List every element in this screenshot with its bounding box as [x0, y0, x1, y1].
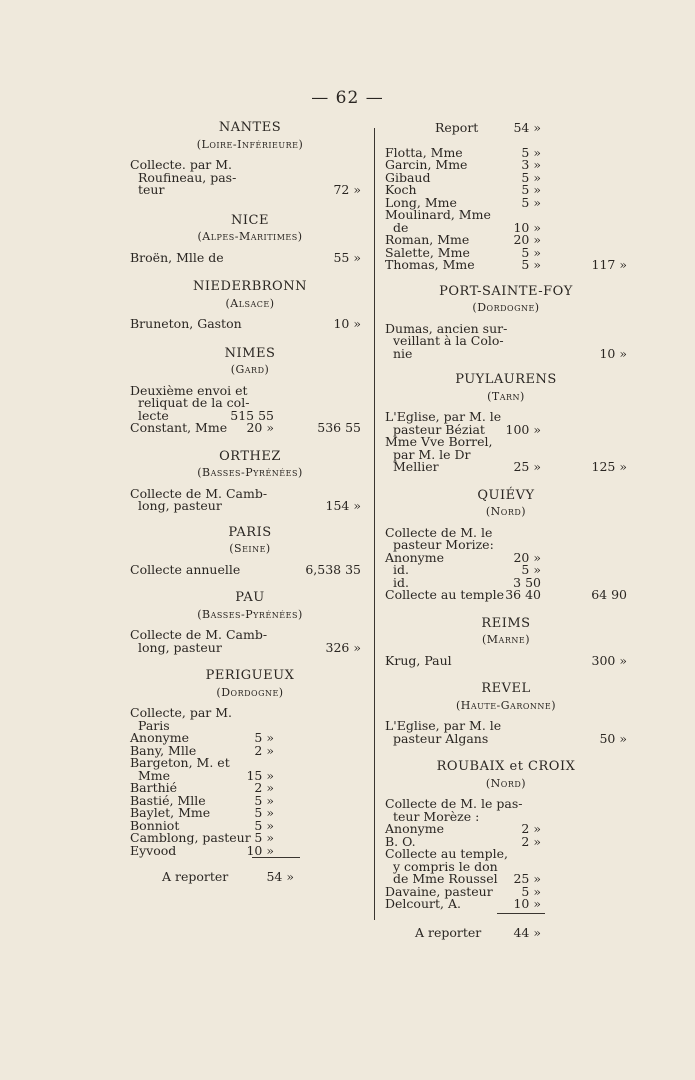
entry-label: id. — [393, 574, 409, 590]
entry-amount: 5 » — [254, 805, 274, 820]
entry-label: Camblong, pasteur — [130, 830, 251, 845]
entry-label: Collecte de M. Camb- — [130, 627, 268, 642]
entry-row — [385, 259, 627, 272]
section-title: ROUBAIX et CROIX — [436, 759, 576, 774]
reporter-label: A reporter — [415, 924, 482, 940]
entry-amount: 20 » — [513, 232, 541, 247]
entry-amount: 2 » — [521, 833, 541, 849]
entry-label: Anonyme — [385, 549, 444, 565]
entry-label: Collecte au temple, — [385, 846, 508, 861]
entry-amount: 20 » — [513, 549, 541, 565]
entry-label: Bastié, Mlle — [130, 792, 206, 808]
entry-total: 64 90 — [591, 587, 627, 602]
entry-row — [130, 249, 370, 265]
entry-amount: 2 » — [521, 821, 541, 836]
entry-row — [385, 652, 627, 668]
reporter-row — [385, 924, 627, 941]
entry-row — [385, 564, 627, 577]
entry-row — [130, 639, 370, 655]
entry-label: long, pasteur — [138, 498, 222, 513]
report-row — [385, 122, 627, 135]
report-label: Report — [435, 120, 479, 135]
entry-label: B. O. — [385, 833, 416, 849]
entry-total: 72 » — [333, 182, 361, 197]
entry-amount: 10 » — [513, 896, 541, 911]
entry-amount: 5 » — [521, 144, 541, 160]
entry-label: Deuxième envoi et — [130, 382, 248, 398]
entry-amount: 3 » — [521, 157, 541, 172]
entry-amount: 10 » — [246, 842, 274, 858]
entry-total: 50 » — [599, 730, 627, 746]
entry-total: 55 » — [333, 249, 361, 265]
entry-label: Salette, Mme — [385, 244, 470, 260]
section-title: PUYLAURENS — [455, 372, 557, 387]
entry-total: 154 » — [325, 498, 361, 513]
section-perigueux — [130, 670, 370, 857]
entry-label: Bany, Mlle — [130, 742, 197, 758]
entry-label: Collecte de M. Camb- — [130, 485, 268, 501]
section-title: PARIS — [228, 524, 272, 540]
left-column — [130, 122, 370, 885]
entry-label: Mme — [138, 767, 171, 783]
entry-total: 117 » — [591, 257, 627, 272]
section-title: PAU — [235, 590, 265, 605]
entry-label: Anonyme — [385, 821, 444, 836]
entry-label: Eyvood — [130, 842, 177, 858]
section-title: REIMS — [481, 615, 531, 631]
entry-label: y compris le don — [393, 858, 498, 874]
entry-row — [385, 730, 627, 746]
section-title: NICE — [231, 212, 269, 228]
entry-row — [385, 209, 627, 222]
reporter-row — [130, 871, 370, 885]
entry-label: reliquat de la col- — [138, 395, 250, 410]
entry-amount: 15 » — [246, 767, 274, 783]
entry-label: Long, Mme — [385, 194, 457, 210]
section-port — [385, 283, 627, 361]
entry-label: Garcin, Mme — [385, 157, 468, 172]
entry-row — [385, 898, 627, 911]
entry-row — [385, 549, 627, 565]
entry-label: Collecte. par M. — [130, 157, 233, 172]
entry-amount: 5 » — [521, 169, 541, 185]
section-niederbronn — [130, 281, 370, 331]
section-reims — [385, 615, 627, 668]
section-subtitle: (Marne) — [482, 633, 530, 646]
entry-label: nie — [393, 345, 413, 361]
section-nice — [130, 212, 370, 265]
entry-amount: 100 » — [505, 421, 541, 437]
entry-amount: 2 » — [254, 742, 274, 758]
entry-label: veillant à la Colo- — [393, 333, 504, 348]
entry-amount: 3 50 — [513, 574, 541, 590]
entry-label: Mme Vve Borrel, — [385, 434, 493, 449]
entry-amount: 20 » — [246, 420, 274, 435]
column-divider — [374, 128, 375, 920]
reporter-label: A reporter — [162, 869, 229, 884]
entry-label: Thomas, Mme — [385, 257, 475, 272]
entry-total: 300 » — [591, 652, 627, 668]
entry-label: par M. le Dr — [393, 446, 471, 462]
entry-row — [130, 500, 370, 513]
section-puylaurens — [385, 374, 627, 474]
entry-amount: 25 » — [513, 871, 541, 886]
entry-row — [130, 422, 370, 435]
section-nimes — [130, 345, 370, 435]
entry-label: Collecte annuelle — [130, 561, 241, 577]
section-subtitle: (Tarn) — [487, 389, 525, 403]
entry-total: 326 » — [325, 639, 361, 655]
entry-label: de Mme Roussel — [393, 871, 498, 886]
entry-label: L'Eglise, par M. le — [385, 409, 502, 424]
entry-label: Bargeton, M. et — [130, 755, 230, 770]
entry-label: Roman, Mme — [385, 232, 470, 247]
section-orthez — [130, 448, 370, 513]
entry-amount: 36 40 — [505, 587, 541, 602]
entry-row — [385, 335, 627, 348]
section-subtitle: (Haute-Garonne) — [455, 698, 557, 712]
entry-label: Collecte au temple — [385, 587, 505, 602]
section-subtitle: (Basses-Pyrénées) — [197, 607, 303, 621]
entry-label: Flotta, Mme — [385, 144, 463, 160]
section-roubaix — [385, 761, 627, 911]
entry-label: Broën, Mlle de — [130, 249, 224, 265]
entry-label: Roufineau, pas- — [138, 169, 237, 185]
entry-amount: 5 » — [254, 792, 274, 808]
section-paris — [130, 524, 370, 577]
entry-label: Davaine, pasteur — [385, 883, 493, 899]
entry-total: 10 » — [333, 316, 361, 331]
entry-label: Dumas, ancien sur- — [385, 320, 508, 336]
entry-amount: 5 » — [521, 562, 541, 577]
reporter-value: 44 » — [513, 924, 541, 940]
section-nantes — [130, 122, 370, 197]
section-subtitle: (Nord) — [485, 505, 527, 518]
entry-row — [130, 318, 370, 331]
entry-label: Collecte de M. le pas- — [385, 796, 523, 811]
entry-total: 6,538 35 — [305, 561, 361, 577]
spacer — [130, 331, 370, 348]
section-revel — [385, 683, 627, 745]
section-title: NIEDERBRONN — [193, 279, 307, 294]
entry-row — [130, 184, 370, 197]
section-subtitle: (Dordogne) — [472, 301, 540, 314]
entry-amount: 5 » — [254, 730, 274, 745]
entry-label: Mellier — [393, 459, 439, 474]
entry-row — [385, 461, 627, 474]
entry-amount: 5 » — [521, 257, 541, 272]
section-subtitle: (Gard) — [230, 363, 270, 376]
entry-label: pasteur Algans — [393, 730, 489, 746]
entry-amount: 5 » — [521, 244, 541, 260]
entry-total: 10 » — [599, 345, 627, 361]
entry-row — [385, 589, 627, 602]
entry-label: id. — [393, 562, 409, 577]
section-subtitle: (Alpes-Maritimes) — [197, 230, 303, 243]
entry-label: teur — [138, 182, 165, 197]
report-value: 54 » — [513, 120, 541, 135]
entry-row — [130, 842, 370, 858]
entry-label: lecte — [138, 407, 169, 423]
section-subtitle: (Nord) — [485, 776, 527, 790]
section-title: REVEL — [481, 681, 531, 696]
section-subtitle: (Dordogne) — [216, 685, 284, 699]
entry-label: Barthié — [130, 780, 178, 795]
section-title: PORT-SAINTE-FOY — [439, 283, 573, 299]
entry-row — [385, 823, 627, 836]
entry-total: 536 55 — [317, 420, 361, 435]
entry-amount: 5 » — [521, 883, 541, 899]
section-subtitle: (Loire-Inférieure) — [196, 137, 304, 151]
section-quievy — [385, 487, 627, 602]
entry-label: Bonniot — [130, 817, 180, 833]
entry-row — [385, 169, 627, 185]
entry-row — [385, 345, 627, 361]
section-title: PERIGUEUX — [205, 668, 295, 683]
entry-amount: 5 » — [521, 182, 541, 197]
entry-label: long, pasteur — [138, 639, 222, 655]
entry-label: Delcourt, A. — [385, 896, 461, 911]
entry-label: Paris — [138, 717, 170, 733]
entry-label: Krug, Paul — [385, 652, 452, 668]
reporter-value: 54 » — [266, 869, 294, 884]
entry-label: de — [393, 219, 409, 235]
section-subtitle: (Seine) — [229, 542, 271, 555]
right-column — [385, 122, 627, 941]
section-title: NANTES — [218, 120, 282, 135]
entry-amount: 5 » — [521, 194, 541, 210]
section-title: QUIÉVY — [477, 487, 535, 503]
entry-label: pasteur Morize: — [393, 537, 494, 552]
entry-label: Moulinard, Mme — [385, 207, 491, 222]
entry-label: Baylet, Mme — [130, 805, 211, 820]
section-subtitle: (Alsace) — [225, 296, 275, 310]
entry-label: Anonyme — [130, 730, 189, 745]
entry-label: Collecte de M. le — [385, 524, 493, 540]
entry-amount: 5 » — [254, 817, 274, 833]
entry-label: Bruneton, Gaston — [130, 316, 242, 331]
entry-label: Constant, Mme — [130, 420, 228, 435]
entry-row — [130, 561, 370, 577]
entry-label: Koch — [385, 182, 417, 197]
entry-label: L'Eglise, par M. le — [385, 718, 502, 733]
section-title: NIMES — [224, 345, 276, 361]
entry-label: pasteur Béziat — [393, 421, 485, 437]
entry-label: Collecte, par M. — [130, 705, 233, 720]
section-pau — [130, 592, 370, 654]
section-title: ORTHEZ — [219, 448, 281, 464]
sum-rule — [497, 913, 545, 914]
entry-amount: 2 » — [254, 780, 274, 795]
page-number: — 62 — — [311, 88, 384, 108]
sum-rule — [252, 857, 300, 858]
entry-label: teur Morèze : — [393, 808, 480, 824]
section-subtitle: (Basses-Pyrénées) — [197, 466, 303, 479]
entry-amount: 5 » — [254, 830, 274, 845]
entry-label: Gibaud — [385, 169, 431, 185]
entry-amount: 10 » — [513, 219, 541, 235]
spacer — [130, 197, 370, 215]
entry-amount: 25 » — [513, 459, 541, 474]
entry-total: 125 » — [591, 459, 627, 474]
entry-amount: 515 55 — [230, 407, 274, 423]
